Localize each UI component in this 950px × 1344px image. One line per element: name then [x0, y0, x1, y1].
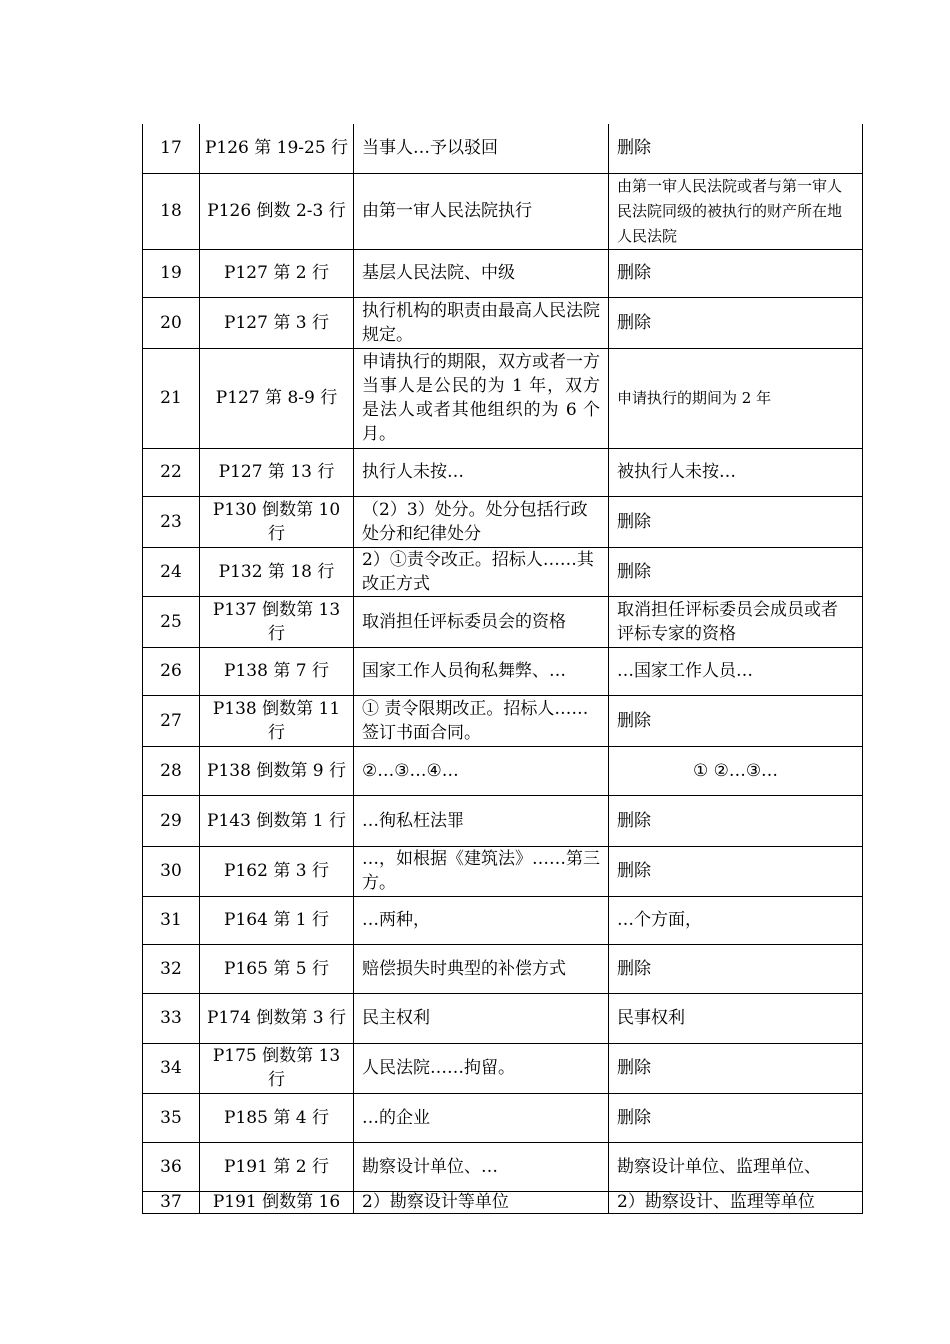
- row-location: P138 倒数第 11 行: [200, 695, 354, 746]
- table-row: [143, 173, 863, 249]
- table-row: [143, 496, 863, 547]
- table-row: [143, 448, 863, 496]
- table-row: [143, 896, 863, 944]
- table-row: [143, 846, 863, 896]
- row-original-text: （2）3）处分。处分包括行政处分和纪律处分: [354, 496, 609, 547]
- errata-table: [142, 124, 863, 1214]
- row-original-text: 勘察设计单位、…: [354, 1142, 609, 1191]
- row-original-text: …徇私枉法罪: [354, 795, 609, 846]
- row-correction-text: 删除: [609, 944, 863, 993]
- row-location: P138 倒数第 9 行: [200, 746, 354, 795]
- row-correction-text: 删除: [609, 846, 863, 896]
- row-location: P137 倒数第 13 行: [200, 596, 354, 647]
- table-row: [143, 348, 863, 448]
- row-location: P174 倒数第 3 行: [200, 993, 354, 1043]
- row-number: 35: [143, 1093, 200, 1142]
- row-location: P162 第 3 行: [200, 846, 354, 896]
- row-original-text: 取消担任评标委员会的资格: [354, 596, 609, 647]
- row-original-text: …，如根据《建筑法》……第三方。: [354, 846, 609, 896]
- row-original-text: 当事人…予以驳回: [354, 124, 609, 173]
- row-location: P132 第 18 行: [200, 547, 354, 596]
- row-number: 17: [143, 124, 200, 173]
- row-number: 32: [143, 944, 200, 993]
- row-original-text: ① 责令限期改正。招标人……签订书面合同。: [354, 695, 609, 746]
- row-original-text: …的企业: [354, 1093, 609, 1142]
- row-correction-text: 删除: [609, 297, 863, 348]
- row-location: P143 倒数第 1 行: [200, 795, 354, 846]
- row-number: 34: [143, 1043, 200, 1093]
- row-original-text: 2）勘察设计等单位: [354, 1191, 609, 1213]
- row-location: P185 第 4 行: [200, 1093, 354, 1142]
- row-original-text: ②…③…④…: [354, 746, 609, 795]
- row-correction-text: 勘察设计单位、监理单位、: [609, 1142, 863, 1191]
- row-original-text: 基层人民法院、中级: [354, 249, 609, 297]
- row-number: 26: [143, 647, 200, 695]
- table-row: [143, 1043, 863, 1093]
- row-original-text: 2）①责令改正。招标人……其改正方式: [354, 547, 609, 596]
- row-location: P127 第 3 行: [200, 297, 354, 348]
- row-number: 22: [143, 448, 200, 496]
- row-original-text: …两种，: [354, 896, 609, 944]
- row-number: 27: [143, 695, 200, 746]
- row-correction-text: 被执行人未按…: [609, 448, 863, 496]
- row-original-text: 赔偿损失时典型的补偿方式: [354, 944, 609, 993]
- row-correction-text: 民事权利: [609, 993, 863, 1043]
- row-number: 33: [143, 993, 200, 1043]
- row-location: P126 第 19-25 行: [200, 124, 354, 173]
- row-original-text: 执行人未按…: [354, 448, 609, 496]
- row-number: 20: [143, 297, 200, 348]
- row-number: 24: [143, 547, 200, 596]
- table-row: [143, 1093, 863, 1142]
- row-location: P165 第 5 行: [200, 944, 354, 993]
- row-original-text: 申请执行的期限，双方或者一方当事人是公民的为 1 年，双方是法人或者其他组织的为 6 个月。: [354, 348, 609, 448]
- row-number: 19: [143, 249, 200, 297]
- row-correction-text: …国家工作人员…: [609, 647, 863, 695]
- row-correction-text: 删除: [609, 124, 863, 173]
- table-row: [143, 124, 863, 173]
- row-original-text: 民主权利: [354, 993, 609, 1043]
- row-location: P127 第 8-9 行: [200, 348, 354, 448]
- row-original-text: 人民法院……拘留。: [354, 1043, 609, 1093]
- row-location: P127 第 13 行: [200, 448, 354, 496]
- row-number: 37: [143, 1191, 200, 1213]
- row-correction-text: 由第一审人民法院或者与第一审人民法院同级的被执行的财产所在地人民法院: [609, 173, 863, 249]
- row-number: 31: [143, 896, 200, 944]
- row-number: 18: [143, 173, 200, 249]
- row-correction-text: ① ②…③…: [609, 746, 863, 795]
- row-correction-text: 删除: [609, 496, 863, 547]
- row-correction-text: 删除: [609, 249, 863, 297]
- row-correction-text: 删除: [609, 795, 863, 846]
- row-location: P130 倒数第 10 行: [200, 496, 354, 547]
- table-row: [143, 297, 863, 348]
- table-row: [143, 695, 863, 746]
- table-row: [143, 1142, 863, 1191]
- row-number: 36: [143, 1142, 200, 1191]
- row-correction-text: 申请执行的期间为 2 年: [609, 348, 863, 448]
- table-row: [143, 547, 863, 596]
- table-row: [143, 647, 863, 695]
- table-row: [143, 795, 863, 846]
- row-correction-text: 删除: [609, 1093, 863, 1142]
- row-number: 21: [143, 348, 200, 448]
- row-correction-text: 删除: [609, 1043, 863, 1093]
- table-row: [143, 993, 863, 1043]
- table-row: [143, 944, 863, 993]
- row-location: P164 第 1 行: [200, 896, 354, 944]
- row-correction-text: 删除: [609, 547, 863, 596]
- row-location: P127 第 2 行: [200, 249, 354, 297]
- row-location: P126 倒数 2-3 行: [200, 173, 354, 249]
- errata-body: [143, 124, 863, 1213]
- table-row: [143, 249, 863, 297]
- row-location: P138 第 7 行: [200, 647, 354, 695]
- row-location: P191 倒数第 16: [200, 1191, 354, 1213]
- row-location: P191 第 2 行: [200, 1142, 354, 1191]
- row-correction-text: …个方面，: [609, 896, 863, 944]
- table-row: [143, 746, 863, 795]
- row-number: 29: [143, 795, 200, 846]
- row-original-text: 国家工作人员徇私舞弊、…: [354, 647, 609, 695]
- table-row: [143, 596, 863, 647]
- row-number: 28: [143, 746, 200, 795]
- row-correction-text: 删除: [609, 695, 863, 746]
- row-correction-text: 2）勘察设计、监理等单位: [609, 1191, 863, 1213]
- row-original-text: 执行机构的职责由最高人民法院规定。: [354, 297, 609, 348]
- row-correction-text: 取消担任评标委员会成员或者评标专家的资格: [609, 596, 863, 647]
- row-original-text: 由第一审人民法院执行: [354, 173, 609, 249]
- row-location: P175 倒数第 13 行: [200, 1043, 354, 1093]
- row-number: 25: [143, 596, 200, 647]
- row-number: 23: [143, 496, 200, 547]
- table-row: [143, 1191, 863, 1213]
- row-number: 30: [143, 846, 200, 896]
